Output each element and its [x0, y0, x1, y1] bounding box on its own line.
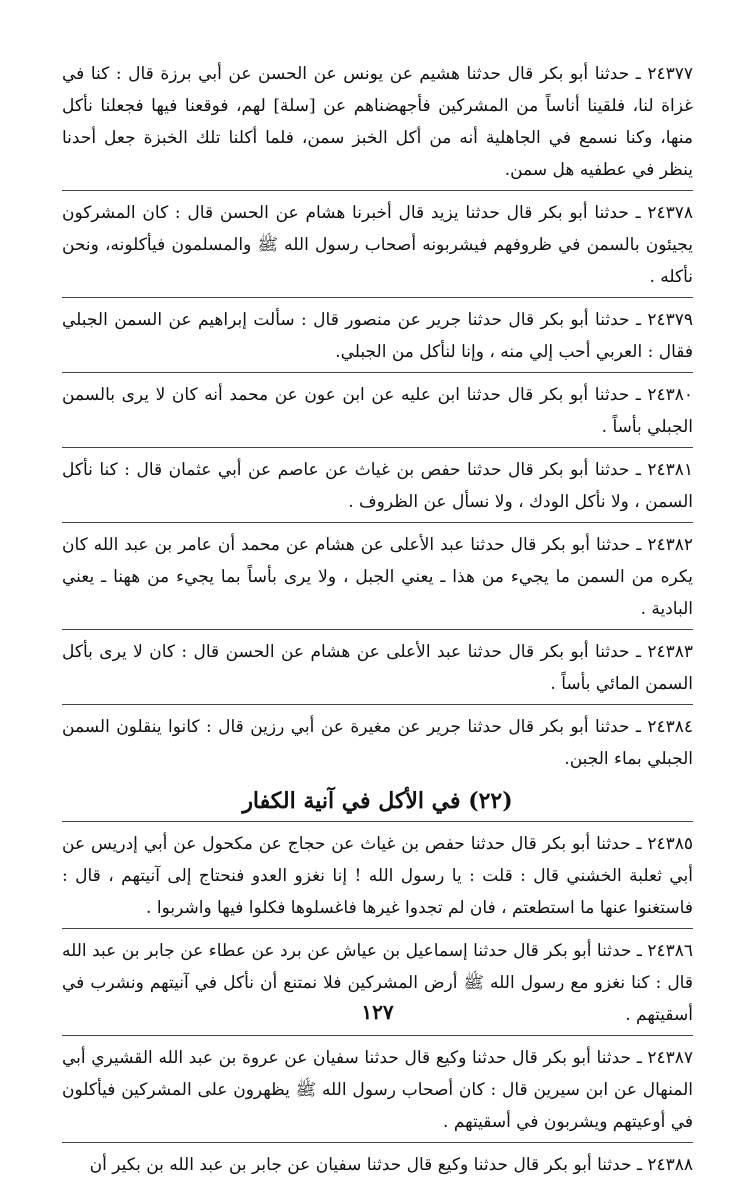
hadith-entry-24388: ٢٤٣٨٨ ـ حدثنا أبو بكر قال حدثنا وكيع قال حدثنا سفيان عن جابر بن عبد الله بن بكير أن [89, 1155, 693, 1175]
hadith-entry-24385: ٢٤٣٨٥ ـ حدثنا أبو بكر قال حدثنا حفص بن غياث عن حجاج عن مكحول عن أبي إدريس عن أبي ثعلبة الخشني قال : قلت : يا رسول الله ! إنا نغزو العدو فنحتاج إلى آنيتهم ، قال : فاستغنوا عنها ما استطعتم ، فان لم تجدوا غيرها فاغسلوها فكلوا فيها واشربوا . [62, 834, 693, 918]
section-heading: (٢٢) في الأكل في آنية الكفار [242, 788, 513, 814]
hadith-entry-24382: ٢٤٣٨٢ ـ حدثنا أبو بكر قال حدثنا عبد الأعلى عن هشام عن محمد أن عامر بن عبد الله كان يكره من السمن ما يجيء من هذا ـ يعني الجبل ، ولا يرى بأساً بما يجيء من ههنا ـ يعني البادية . [62, 535, 693, 619]
hadith-entry-24384: ٢٤٣٨٤ ـ حدثنا أبو بكر قال حدثنا جرير عن مغيرة عن أبي رزين قال : كانوا ينقلون السمن الجبلي بماء الجبن. [62, 717, 693, 769]
hadith-entry-24383: ٢٤٣٨٣ ـ حدثنا أبو بكر قال حدثنا عبد الأعلى عن هشام عن الحسن قال : كان لا يرى بأكل السمن المائي بأساً . [62, 642, 693, 694]
hadith-entry-24380: ٢٤٣٨٠ ـ حدثنا أبو بكر قال حدثنا ابن عليه عن ابن عون عن محمد أنه كان لا يرى بالسمن الجبلي بأساً . [62, 385, 693, 437]
hadith-entry-24387: ٢٤٣٨٧ ـ حدثنا أبو بكر قال حدثنا وكيع قال حدثنا سفيان عن عروة بن عبد الله القشيري أبي المنهال عن ابن سيرين قال : كان أصحاب رسول الله ﷺ يظهرون على المشركين فيأكلون في أوعيتهم ويشربون في أسقيتهم . [62, 1048, 693, 1132]
hadith-entry-24378: ٢٤٣٧٨ ـ حدثنا أبو بكر قال حدثنا يزيد قال أخبرنا هشام عن الحسن قال : كان المشركون يجيئون بالسمن في ظروفهم فيشربونه أصحاب رسول الله ﷺ والمسلمون فيأكلونه، ونحن نأكله . [62, 203, 693, 287]
hadith-entry-24386: ٢٤٣٨٦ ـ حدثنا أبو بكر قال حدثنا إسماعيل بن عياش عن برد عن عطاء عن جابر بن عبد الله قال : كنا نغزو مع رسول الله ﷺ أرض المشركين فلا نمتنع أن نأكل في آنيتهم ونشرب في أسقيتهم . [62, 941, 693, 1025]
hadith-entry-24377: ٢٤٣٧٧ ـ حدثنا أبو بكر قال حدثنا هشيم عن يونس عن الحسن عن أبي برزة قال : كنا في غزاة لنا، فلقينا أناساً من المشركين فأجهضناهم عن [سلة] لهم، فوقعنا فيها فجعلنا نأكل منها، وكنا نسمع في الجاهلية أنه من أكل الخبز سمن، فلما أكلنا تلك الخبزة جعل أحدنا ينظر في عطفيه هل سمن. [62, 64, 693, 180]
hadith-entry-24379: ٢٤٣٧٩ ـ حدثنا أبو بكر قال حدثنا جرير عن منصور قال : سألت إبراهيم عن السمن الجبلي فقال : العربي أحب إلي منه ، وإنا لنأكل من الجبلي. [62, 310, 693, 362]
page-number: ١٢٧ [361, 1000, 394, 1024]
hadith-entry-24381: ٢٤٣٨١ ـ حدثنا أبو بكر قال حدثنا حفص بن غياث عن عاصم عن أبي عثمان قال : كنا نأكل السمن ، ولا نأكل الودك ، ولا نسأل عن الظروف . [62, 460, 693, 512]
